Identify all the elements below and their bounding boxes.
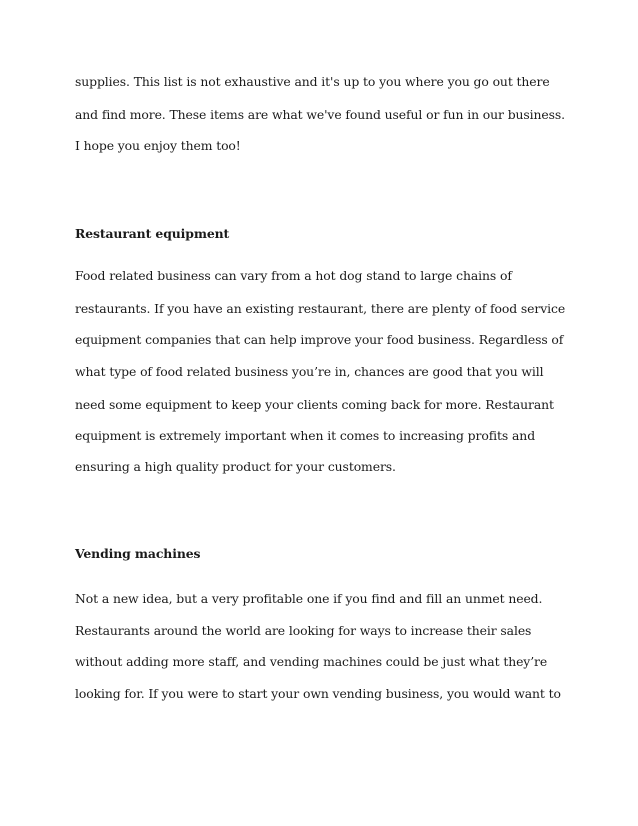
vending-line-2: Restaurants around the world are looking for ways to increase their sales bbox=[75, 623, 532, 638]
restaurant-line-2: restaurants. If you have an existing restaurant, there are plenty of food service bbox=[75, 301, 566, 316]
restaurant-line-3: equipment companies that can help improve your food business. Regardless of bbox=[75, 332, 564, 347]
vending-line-1: Not a new idea, but a very profitable one if you find and fill an unmet need. bbox=[75, 591, 543, 606]
restaurant-line-5: need some equipment to keep your clients coming back for more. Restaurant bbox=[75, 397, 554, 412]
intro-line-3: I hope you enjoy them too! bbox=[75, 138, 241, 153]
restaurant-line-7: ensuring a high quality product for your customers. bbox=[75, 459, 396, 474]
vending-line-4: looking for. If you were to start your own vending business, you would want to bbox=[75, 686, 561, 701]
restaurant-equipment-heading: Restaurant equipment bbox=[75, 226, 230, 241]
intro-line-2: and find more. These items are what we've found useful or fun in our business. bbox=[75, 107, 566, 122]
vending-line-3: without adding more staff, and vending machines could be just what they’re bbox=[75, 654, 548, 669]
restaurant-line-6: equipment is extremely important when it comes to increasing profits and bbox=[75, 428, 536, 443]
restaurant-line-4: what type of food related business you’re in, chances are good that you will bbox=[75, 364, 544, 379]
vending-machines-heading: Vending machines bbox=[75, 546, 201, 561]
intro-line-1: supplies. This list is not exhaustive and it's up to you where you go out there bbox=[75, 74, 550, 89]
restaurant-line-1: Food related business can vary from a hot dog stand to large chains of bbox=[75, 268, 512, 283]
